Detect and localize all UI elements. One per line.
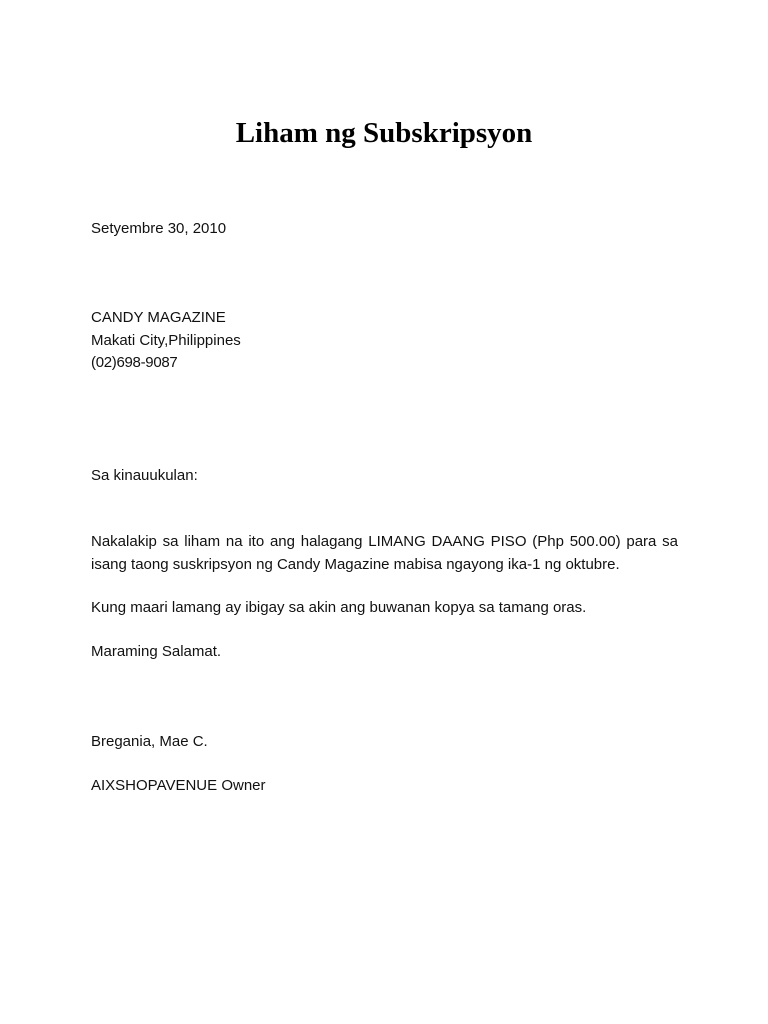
recipient-name: CANDY MAGAZINE <box>91 309 226 326</box>
letter-date: Setyembre 30, 2010 <box>91 220 227 237</box>
body-paragraph-2: Kung maari lamang ay ibigay sa akin ang buwanan kopya sa tamang oras. <box>91 599 587 616</box>
signature-name: Bregania, Mae C. <box>91 733 208 750</box>
recipient-address: Makati City,Philippines <box>91 332 241 349</box>
closing: Maraming Salamat. <box>91 643 222 660</box>
body-paragraph-1: Nakalakip sa liham na ito ang halagang LIMANG DAANG PISO (Php 500.00) para sa isang taong suskripsyon ng Candy Magazine mabisa ngayong ika-1 ng oktubre. <box>91 533 678 573</box>
salutation: Sa kinauukulan: <box>91 467 198 484</box>
signature-title: AIXSHOPAVENUE Owner <box>91 777 266 794</box>
recipient-phone: (02)698-9087 <box>91 354 178 371</box>
letter-title: Liham ng Subskripsyon <box>235 117 533 149</box>
